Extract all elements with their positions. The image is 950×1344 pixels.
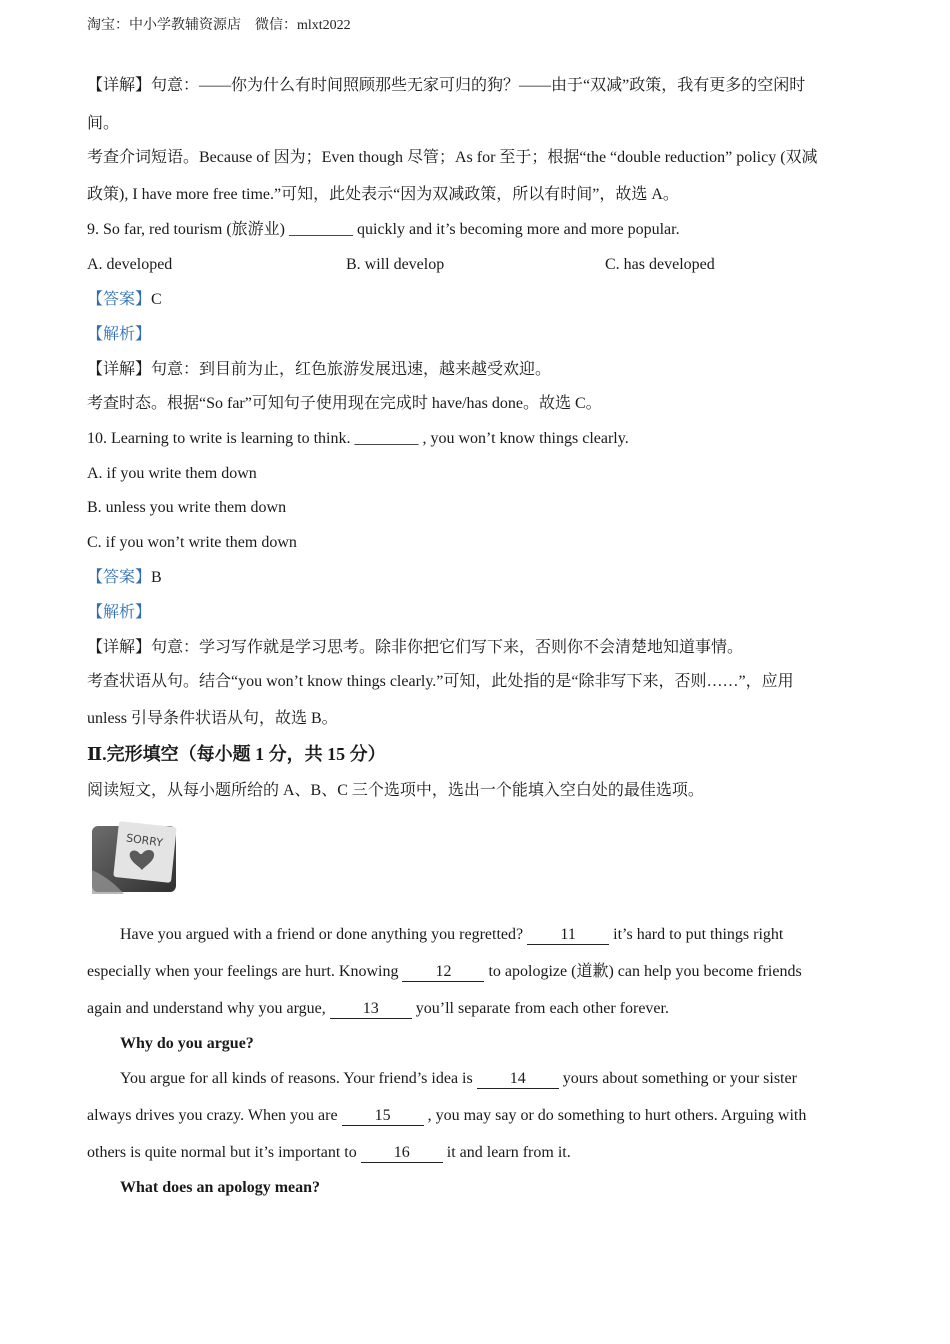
blank-13: 13: [330, 1000, 412, 1019]
q10-option-b: B. unless you write them down: [87, 499, 287, 516]
q8-detail-line1: [87, 76, 805, 96]
q10-detail-text: 句意：学习写作就是学习思考。除非你把它们写下来，否则你不会清楚地知道事情。: [151, 639, 744, 656]
sorry-note-image: [90, 820, 180, 898]
q8-detail-text: 句意：——你为什么有时间照顾那些无家可归的狗？——由于“双减”政策，我有更多的空闲时: [151, 77, 806, 94]
blank-15: 15: [342, 1107, 424, 1126]
q9-option-a: A. developed: [87, 256, 173, 273]
q9-stem: 9. So far, red tourism (旅游业) ________ quickly and it’s becoming more and more popular.: [87, 221, 680, 238]
q8-analysis-line1: 考查介词短语。Because of 因为；Even though 尽管；As for 至于；根据“the “double reduction” policy (双减: [87, 149, 818, 166]
q10-detail-tag: 【详解】: [87, 639, 152, 656]
passage-line-6: [87, 1143, 571, 1163]
q10-detail-line: [87, 638, 743, 658]
q10-analysis-line2: unless 引导条件状语从句，故选 B。: [87, 710, 338, 727]
sorry-text: SORRY: [125, 831, 164, 850]
q9-answer-line: [87, 290, 162, 310]
passage-text: Have you argued with a friend or done anything you regretted?: [120, 926, 524, 943]
q9-answer-tag: 【答案】: [87, 291, 152, 308]
passage-text: it and learn from it.: [446, 1144, 571, 1161]
passage-line-2: [87, 962, 802, 982]
passage-text: to apologize (道歉) can help you become friends: [488, 963, 802, 980]
passage-text: you’ll separate from each other forever.: [415, 1000, 669, 1017]
blank-16: 16: [361, 1144, 443, 1163]
blank-12: 12: [402, 963, 484, 982]
subheading-why-argue: Why do you argue?: [120, 1035, 254, 1052]
q8-detail-line2: 间。: [87, 115, 120, 132]
passage-text: , you may say or do something to hurt others. Arguing with: [427, 1107, 807, 1124]
q10-answer-tag: 【答案】: [87, 569, 152, 586]
q9-option-c: C. has developed: [605, 256, 715, 273]
section-instruction: 阅读短文，从每小题所给的 A、B、C 三个选项中，选出一个能填入空白处的最佳选项。: [87, 782, 704, 799]
q9-detail-text: 句意：到目前为止，红色旅游发展迅速，越来越受欢迎。: [151, 361, 552, 378]
passage-line-1: [120, 925, 783, 945]
q10-option-a: A. if you write them down: [87, 465, 257, 482]
q10-stem: 10. Learning to write is learning to think. ________ , you won’t know things clearly.: [87, 430, 629, 447]
blank-14: 14: [477, 1070, 559, 1089]
section-title: Ⅱ.完形填空（每小题 1 分，共 15 分）: [87, 744, 386, 764]
q10-answer: B: [151, 569, 162, 586]
q10-analysis-line1: 考查状语从句。结合“you won’t know things clearly.”可知，此处指的是“除非写下来，否则……”，应用: [87, 673, 794, 690]
subheading-apology-mean: What does an apology mean?: [120, 1179, 321, 1196]
q10-option-c: C. if you won’t write them down: [87, 534, 297, 551]
q8-analysis-line2: 政策), I have more free time.”可知，此处表示“因为双减政策，所以有时间”，故选 A。: [87, 186, 679, 203]
passage-line-5: [87, 1106, 806, 1126]
passage-text: it’s hard to put things right: [613, 926, 784, 943]
passage-line-4: [120, 1069, 797, 1089]
q9-detail-line: [87, 360, 551, 380]
q8-detail-tag: 【详解】: [87, 77, 152, 94]
q9-option-b: B. will develop: [346, 256, 445, 273]
passage-text: yours about something or your sister: [562, 1070, 797, 1087]
q9-answer: C: [151, 291, 162, 308]
passage-text: always drives you crazy. When you are: [87, 1107, 338, 1124]
q9-analysis: 考查时态。根据“So far”可知句子使用现在完成时 have/has done。故选 C。: [87, 395, 602, 412]
q9-jiexi-tag: 【解析】: [87, 326, 152, 343]
q9-detail-tag: 【详解】: [87, 361, 152, 378]
q10-answer-line: [87, 568, 162, 588]
passage-text: others is quite normal but it’s important to: [87, 1144, 357, 1161]
q10-jiexi-tag: 【解析】: [87, 604, 152, 621]
page-header: 淘宝：中小学教辅资源店 微信：mlxt2022: [87, 18, 351, 33]
passage-text: again and understand why you argue,: [87, 1000, 326, 1017]
passage-text: especially when your feelings are hurt. Knowing: [87, 963, 399, 980]
passage-text: You argue for all kinds of reasons. Your friend’s idea is: [120, 1070, 473, 1087]
blank-11: 11: [527, 926, 609, 945]
passage-line-3: [87, 999, 669, 1019]
